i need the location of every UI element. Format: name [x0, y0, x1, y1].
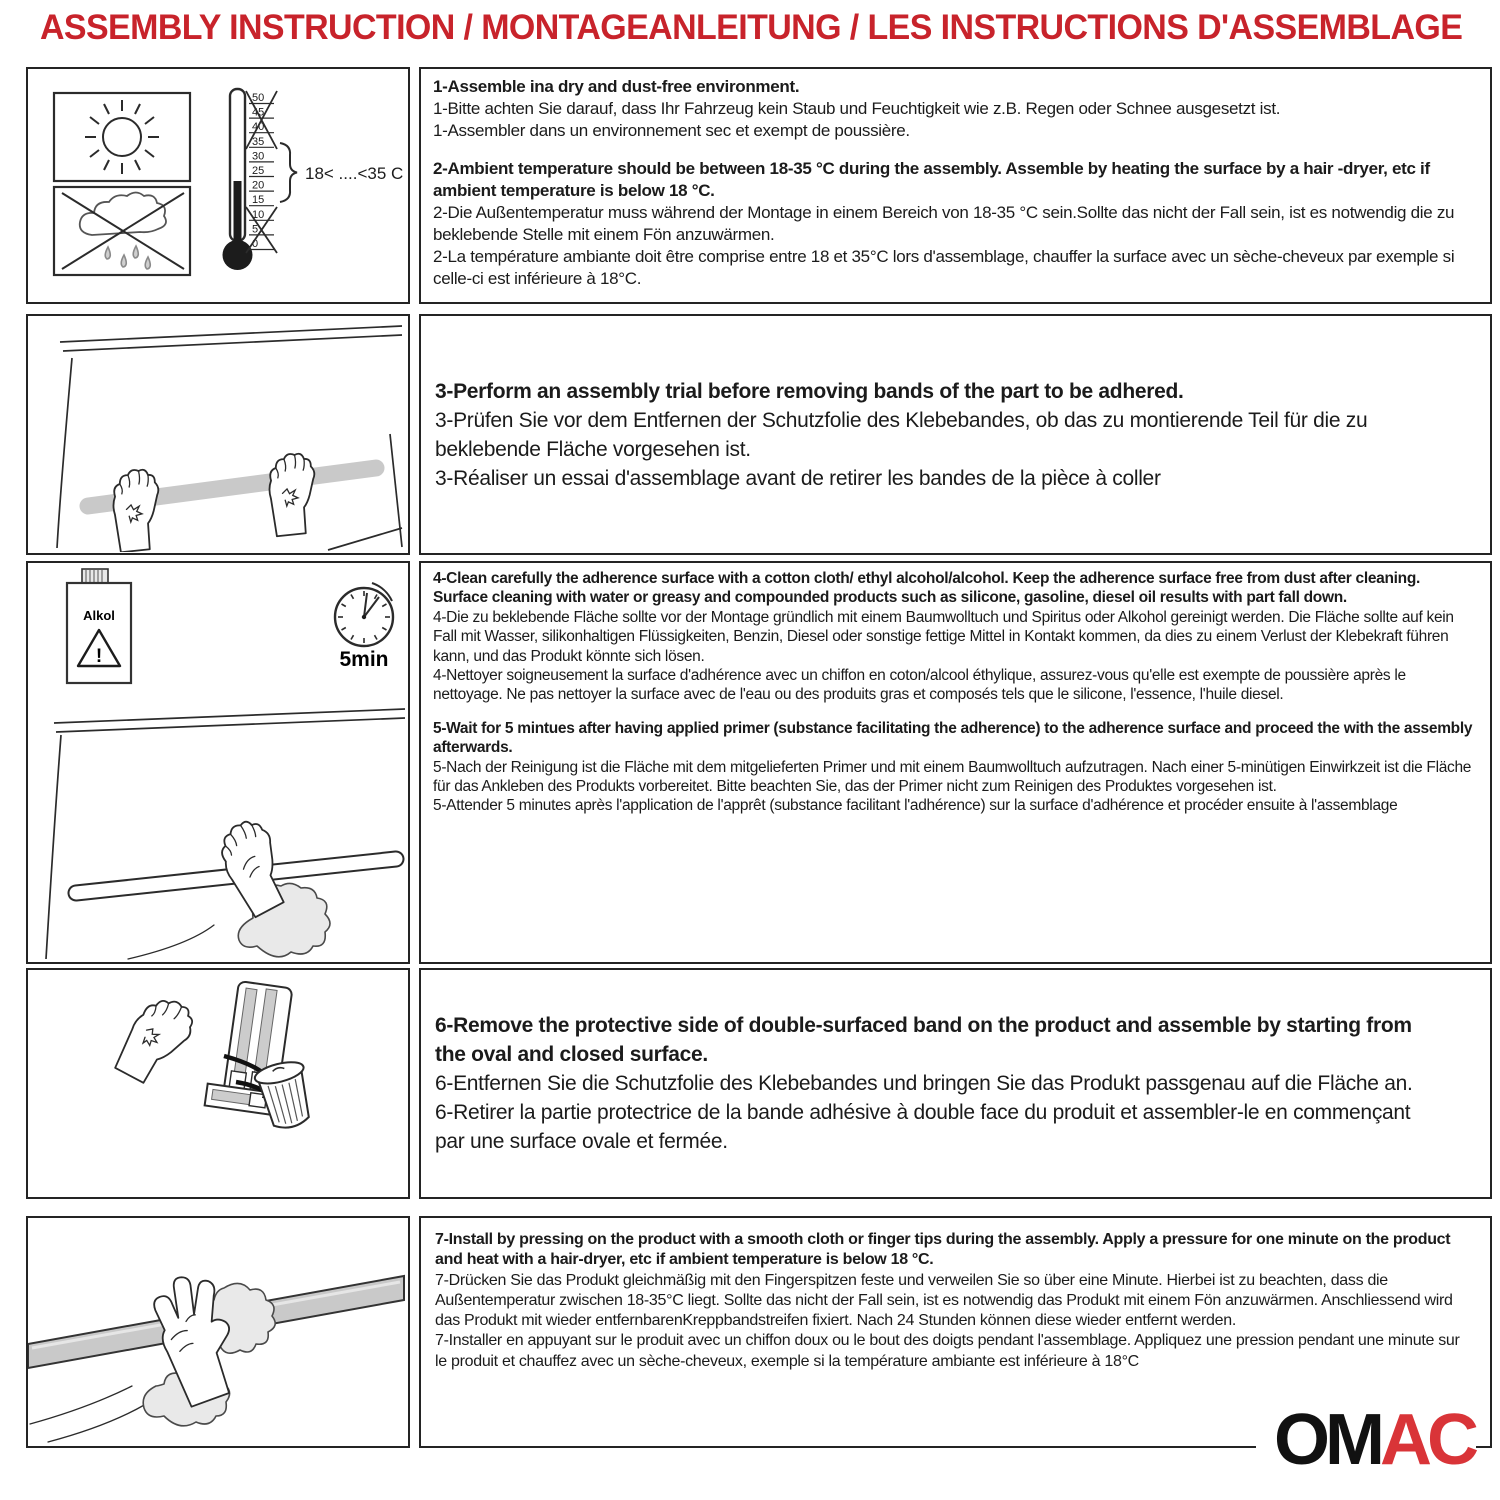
step-7-fr: 7-Installer en appuyant sur le produit avec un chiffon doux ou le bout des doigts pendant l'assemblage. Appliquez une pression pendant une minute sur le produit et chauffez avec un sèche-cheveux, exemple si la température ambiante est inférieure à 18°C: [435, 1332, 1460, 1370]
page-title: ASSEMBLY INSTRUCTION / MONTAGEANLEITUNG / LES INSTRUCTIONS D'ASSEMBLAGE: [40, 8, 1463, 47]
thermometer-icon: [223, 89, 404, 270]
tick-0: 0: [252, 238, 259, 250]
tick-40: 40: [252, 121, 265, 134]
step-2: [433, 158, 1478, 290]
tick-10: 10: [252, 208, 265, 221]
environment-temperature-icon: [28, 69, 407, 301]
wait-time-label: 5min: [339, 648, 389, 671]
panel-2-illustration: [26, 314, 410, 555]
step-2-de: 2-Die Außentemperatur muss während der Montage in einem Bereich von 18-35 °C sein.Sollte das nicht der Fall sein, ist es notwendig die zu beklebende Stelle mit einem Fön anzuwärmen.: [433, 203, 1455, 244]
step-6-fr: 6-Retirer la partie protectrice de la bande adhésive à double face du produit et assembler-le en commençant par une surface ovale et fermée.: [435, 1101, 1411, 1153]
step-1: [433, 76, 1478, 142]
step-4: [433, 569, 1478, 705]
alcohol-bottle-icon: [67, 569, 131, 683]
step-5: [433, 719, 1478, 816]
step-3: [435, 377, 1430, 493]
tick-35: 35: [252, 135, 265, 148]
tick-20: 20: [252, 179, 265, 192]
trial-fit-illustration: [28, 316, 407, 552]
step-2-en: 2-Ambient temperature should be between 18-35 °C during the assembly. Assemble by heating the surface by a hair -dryer, etc if ambient temperature is below 18 °C.: [433, 159, 1430, 200]
step-4-en: 4-Clean carefully the adherence surface with a cotton cloth/ ethyl alcohol/alcohol. Keep the adherence surface free from dust after cleaning. Surface cleaning with water or greasy and compounded products such as silicone, gasoline, diesel oil results with part fall down.: [433, 570, 1421, 607]
car-door-outline: [46, 709, 405, 959]
right-hand: [266, 452, 321, 537]
arm-lines: [30, 1386, 146, 1442]
omac-logo-red: AC: [1380, 1400, 1474, 1480]
tick-15: 15: [252, 194, 265, 207]
omac-logo: [1256, 1400, 1476, 1482]
panel-1-text: [419, 67, 1492, 304]
arm-line: [128, 925, 214, 959]
step-1-de: 1-Bitte achten Sie darauf, dass Ihr Fahrzeug kein Staub und Feuchtigkeit wie z.B. Regen oder Schnee ausgesetzt ist.: [433, 99, 1281, 118]
step-7: [435, 1230, 1470, 1372]
car-door-outline: [57, 326, 402, 550]
step-5-de: 5-Nach der Reinigung ist die Fläche mit dem mitgelieferten Primer und mit einem Baumwolltuch aufzutragen. Nach einer 5-minütigen Einwirkzeit ist die Fläche für das Ankleben des Produkts vorbereitet. Bitte beachten Sie, das der Primer nicht zum Reinigen des Produktes vorgesehen ist.: [433, 758, 1472, 796]
tick-5: 5: [252, 223, 259, 236]
tick-50: 50: [252, 92, 265, 104]
peeling-hand: [112, 989, 200, 1091]
press-install-illustration: [28, 1218, 407, 1445]
sun-icon: [54, 93, 190, 181]
clock-icon: [335, 583, 393, 671]
step-5-en: 5-Wait for 5 mintues after having applied primer (substance facilitating the adherence) to the adherence surface and proceed the with the assembly afterwards.: [433, 719, 1473, 757]
panel-3-illustration: [26, 561, 410, 964]
step-6-en: 6-Remove the protective side of double-surfaced band on the product and assemble by starting from the oval and closed surface.: [435, 1014, 1412, 1066]
tick-45: 45: [252, 106, 265, 119]
step-7-de: 7-Drücken Sie das Produkt gleichmäßig mit den Fingerspitzen feste und verweilen Sie so über eine Minute. Hierbei ist zu beachten, dass die Außentemperatur zwischen 18-35°C liegt. Sollte das nicht der Fall sein, ist es notwendig das Produkt mit einem Fön anzuwärmen. Anschliessend wird das Produkt mit wieder entfernbarenKreppbandstreifen fixiert. Nach 24 Stunden können diese wieder entfernt werden.: [435, 1271, 1453, 1330]
trash-can-icon: [253, 1058, 317, 1133]
bottle-label: Alkol: [83, 608, 115, 623]
step-2-fr: 2-La température ambiante doit être comprise entre 18 et 35°C lors d'assemblage, chauffer la surface avec un sèche-cheveux par exemple si celle-ci est inférieure à 18°C.: [433, 247, 1455, 288]
omac-logo-black: OM: [1274, 1400, 1380, 1480]
tick-30: 30: [252, 150, 265, 163]
step-1-fr: 1-Assembler dans un environnement sec et exempt de poussière.: [433, 121, 910, 140]
step-6-de: 6-Entfernen Sie die Schutzfolie des Klebebandes und bringen Sie das Produkt passgenau auf die Fläche an.: [435, 1072, 1413, 1095]
panel-1-illustration: [26, 67, 410, 304]
panel-2-text: [419, 314, 1492, 555]
no-rain-icon: [54, 187, 190, 275]
tick-25: 25: [252, 165, 265, 177]
panel-3-text: [419, 561, 1492, 964]
peel-band-illustration: [28, 970, 407, 1196]
cleaning-illustration: [28, 563, 407, 961]
left-hand: [110, 468, 165, 552]
svg-text:!: !: [95, 646, 103, 667]
step-5-fr: 5-Attender 5 minutes après l'application de l'apprêt (substance facilitant l'adhérence) sur la surface d'adhérence et procéder ensuite à l'assemblage: [433, 797, 1398, 815]
step-4-fr: 4-Nettoyer soigneusement la surface d'adhérence avec un chiffon en coton/alcool éthylique, assurez-vous qu'elle est exempte de poussière après le nettoyage. Ne pas nettoyer la surface avec de l'eau ou des produits gras et composés tels que le silicone, l'essence, l'huile diesel.: [433, 667, 1406, 704]
temperature-range-label: 18< ....<35 C: [305, 164, 404, 183]
step-6: [435, 1011, 1440, 1156]
panel-4-illustration: [26, 968, 410, 1199]
step-3-de: 3-Prüfen Sie vor dem Entfernen der Schutzfolie des Klebebandes, ob das zu montierende Teil für die zu beklebende Fläche vorgesehen ist.: [435, 408, 1368, 461]
step-4-de: 4-Die zu beklebende Fläche sollte vor der Montage gründlich mit einem Baumwolltuch und Spiritus oder Alkohol gereinigt werden. Die Fläche sollte auf kein Fall mit Wasser, silikonhaltigen Flüssigkeiten, Benzin, Diesel oder sonstige fettige Mittel in Kontakt kommen, da dies zu einem Verlust der Klebekraft führen kann, und das Produkt könnte sich lösen.: [433, 608, 1454, 665]
step-7-en: 7-Install by pressing on the product with a smooth cloth or finger tips during the assembly. Apply a pressure for one minute on the product and heat with a hair-dryer, etc if ambient temperature is below 18 °C.: [435, 1231, 1451, 1269]
step-3-en: 3-Perform an assembly trial before removing bands of the part to be adhered.: [435, 379, 1184, 403]
range-brace: [280, 143, 297, 202]
step-3-fr: 3-Réaliser un essai d'assemblage avant de retirer les bandes de la pièce à coller: [435, 466, 1161, 490]
panel-5-illustration: [26, 1216, 410, 1448]
panel-4-text: [419, 968, 1492, 1199]
step-1-en: 1-Assemble ina dry and dust-free environment.: [433, 77, 800, 96]
